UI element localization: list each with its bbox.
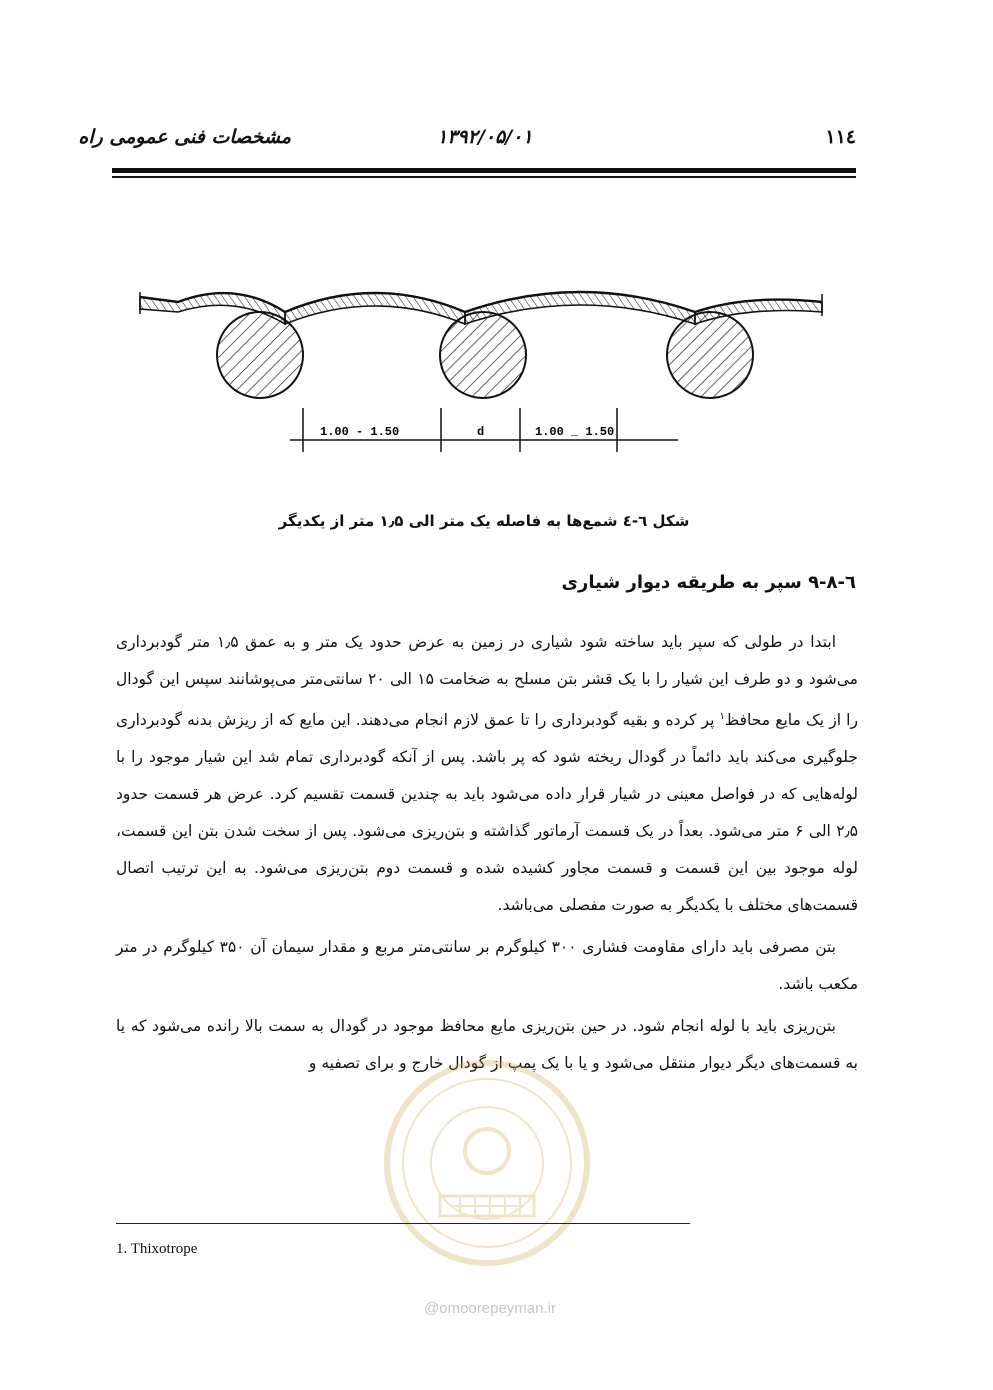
header-title: مشخصات فنی عمومی راه bbox=[78, 126, 291, 148]
paragraph-1-part-a: ابتدا در طولی که سپر باید ساخته شود شیاری در زمین به عرض حدود یک متر و به عمق ۱٫۵ متر گودبرداری می‌شود و دو طرف این شیار را با یک قشر بتن مسلح به ضخامت ۱۵ الی ۲۰ سانتی‌متر می‌پوشانند سپس این گودال را از یک مایع محافظ bbox=[116, 633, 858, 730]
footnote-marker: ۱ bbox=[719, 711, 725, 722]
section-heading: ٦-۹-۸ سپر به طریقه دیوار شیاری bbox=[561, 572, 856, 593]
dim-label-center: d bbox=[477, 425, 485, 439]
page-number: ۱۱٤ bbox=[825, 126, 856, 148]
figure-caption: شکل ٦-٤ شمع‌ها به فاصله یک متر الی ۱٫۵ متر از یکدیگر bbox=[278, 512, 690, 530]
pile-center bbox=[440, 312, 526, 398]
footnote-text: 1. Thixotrope bbox=[116, 1241, 198, 1257]
dim-label-right: 1.00 _ 1.50 bbox=[535, 425, 615, 439]
watermark-seal bbox=[380, 1056, 594, 1270]
header-date: ۱۳۹۲/۰۵/۰۱ bbox=[437, 126, 533, 148]
header-rule-thin bbox=[112, 176, 856, 178]
body-text bbox=[116, 624, 858, 1082]
pile-right bbox=[667, 312, 753, 398]
page-header bbox=[78, 126, 856, 162]
paragraph-1-part-b: پر کرده و بقیه گودبرداری را تا عمق لازم انجام می‌دهند. این مایع که از ریزش بدنه گودبرداری جلوگیری می‌کند باید دائماً در گودال ریخته شود که پر باشد. پس از آنکه گودبرداری تمام شد این شیار موجود را با لوله‌هایی که در فواصل معینی در شیار قرار داده می‌شود باید به چندین قسمت تقسیم کرد. عرض هر قسمت حدود ۲٫۵ الی ۶ متر می‌شود. بعداً در یک قسمت آرماتور گذاشته و بتن‌ریزی می‌شود. پس از سخت شدن بتن این قسمت، لوله موجود بین این قسمت و قسمت مجاور کشیده شده و قسمت دوم بتن‌ریزی می‌شود. به این ترتیب اتصال قسمت‌های مختلف با یکدیگر به صورت مفصلی می‌باشد. bbox=[116, 711, 858, 915]
paragraph-3: بتن‌ریزی باید با لوله انجام شود. در حین بتن‌ریزی مایع محافظ موجود در گودال به سمت بالا رانده می‌شود که یا به قسمت‌های دیگر دیوار منتقل می‌شود و یا با یک پمپ از گودال خارج و برای تصفیه و bbox=[116, 1017, 858, 1073]
pile-spacing-figure bbox=[130, 280, 830, 465]
watermark-text: @omoorepeyman.ir bbox=[424, 1300, 556, 1317]
paragraph-1 bbox=[116, 624, 858, 924]
header-rule-thick bbox=[112, 168, 856, 173]
dim-label-left: 1.00 - 1.50 bbox=[320, 425, 400, 439]
footnote-rule bbox=[116, 1223, 690, 1224]
pile-left bbox=[217, 312, 303, 398]
paragraph-2: بتن مصرفی باید دارای مقاومت فشاری ۳۰۰ کیلوگرم بر سانتی‌متر مربع و مقدار سیمان آن ۳۵۰ کیلوگرم در متر مکعب باشد. bbox=[116, 938, 858, 994]
